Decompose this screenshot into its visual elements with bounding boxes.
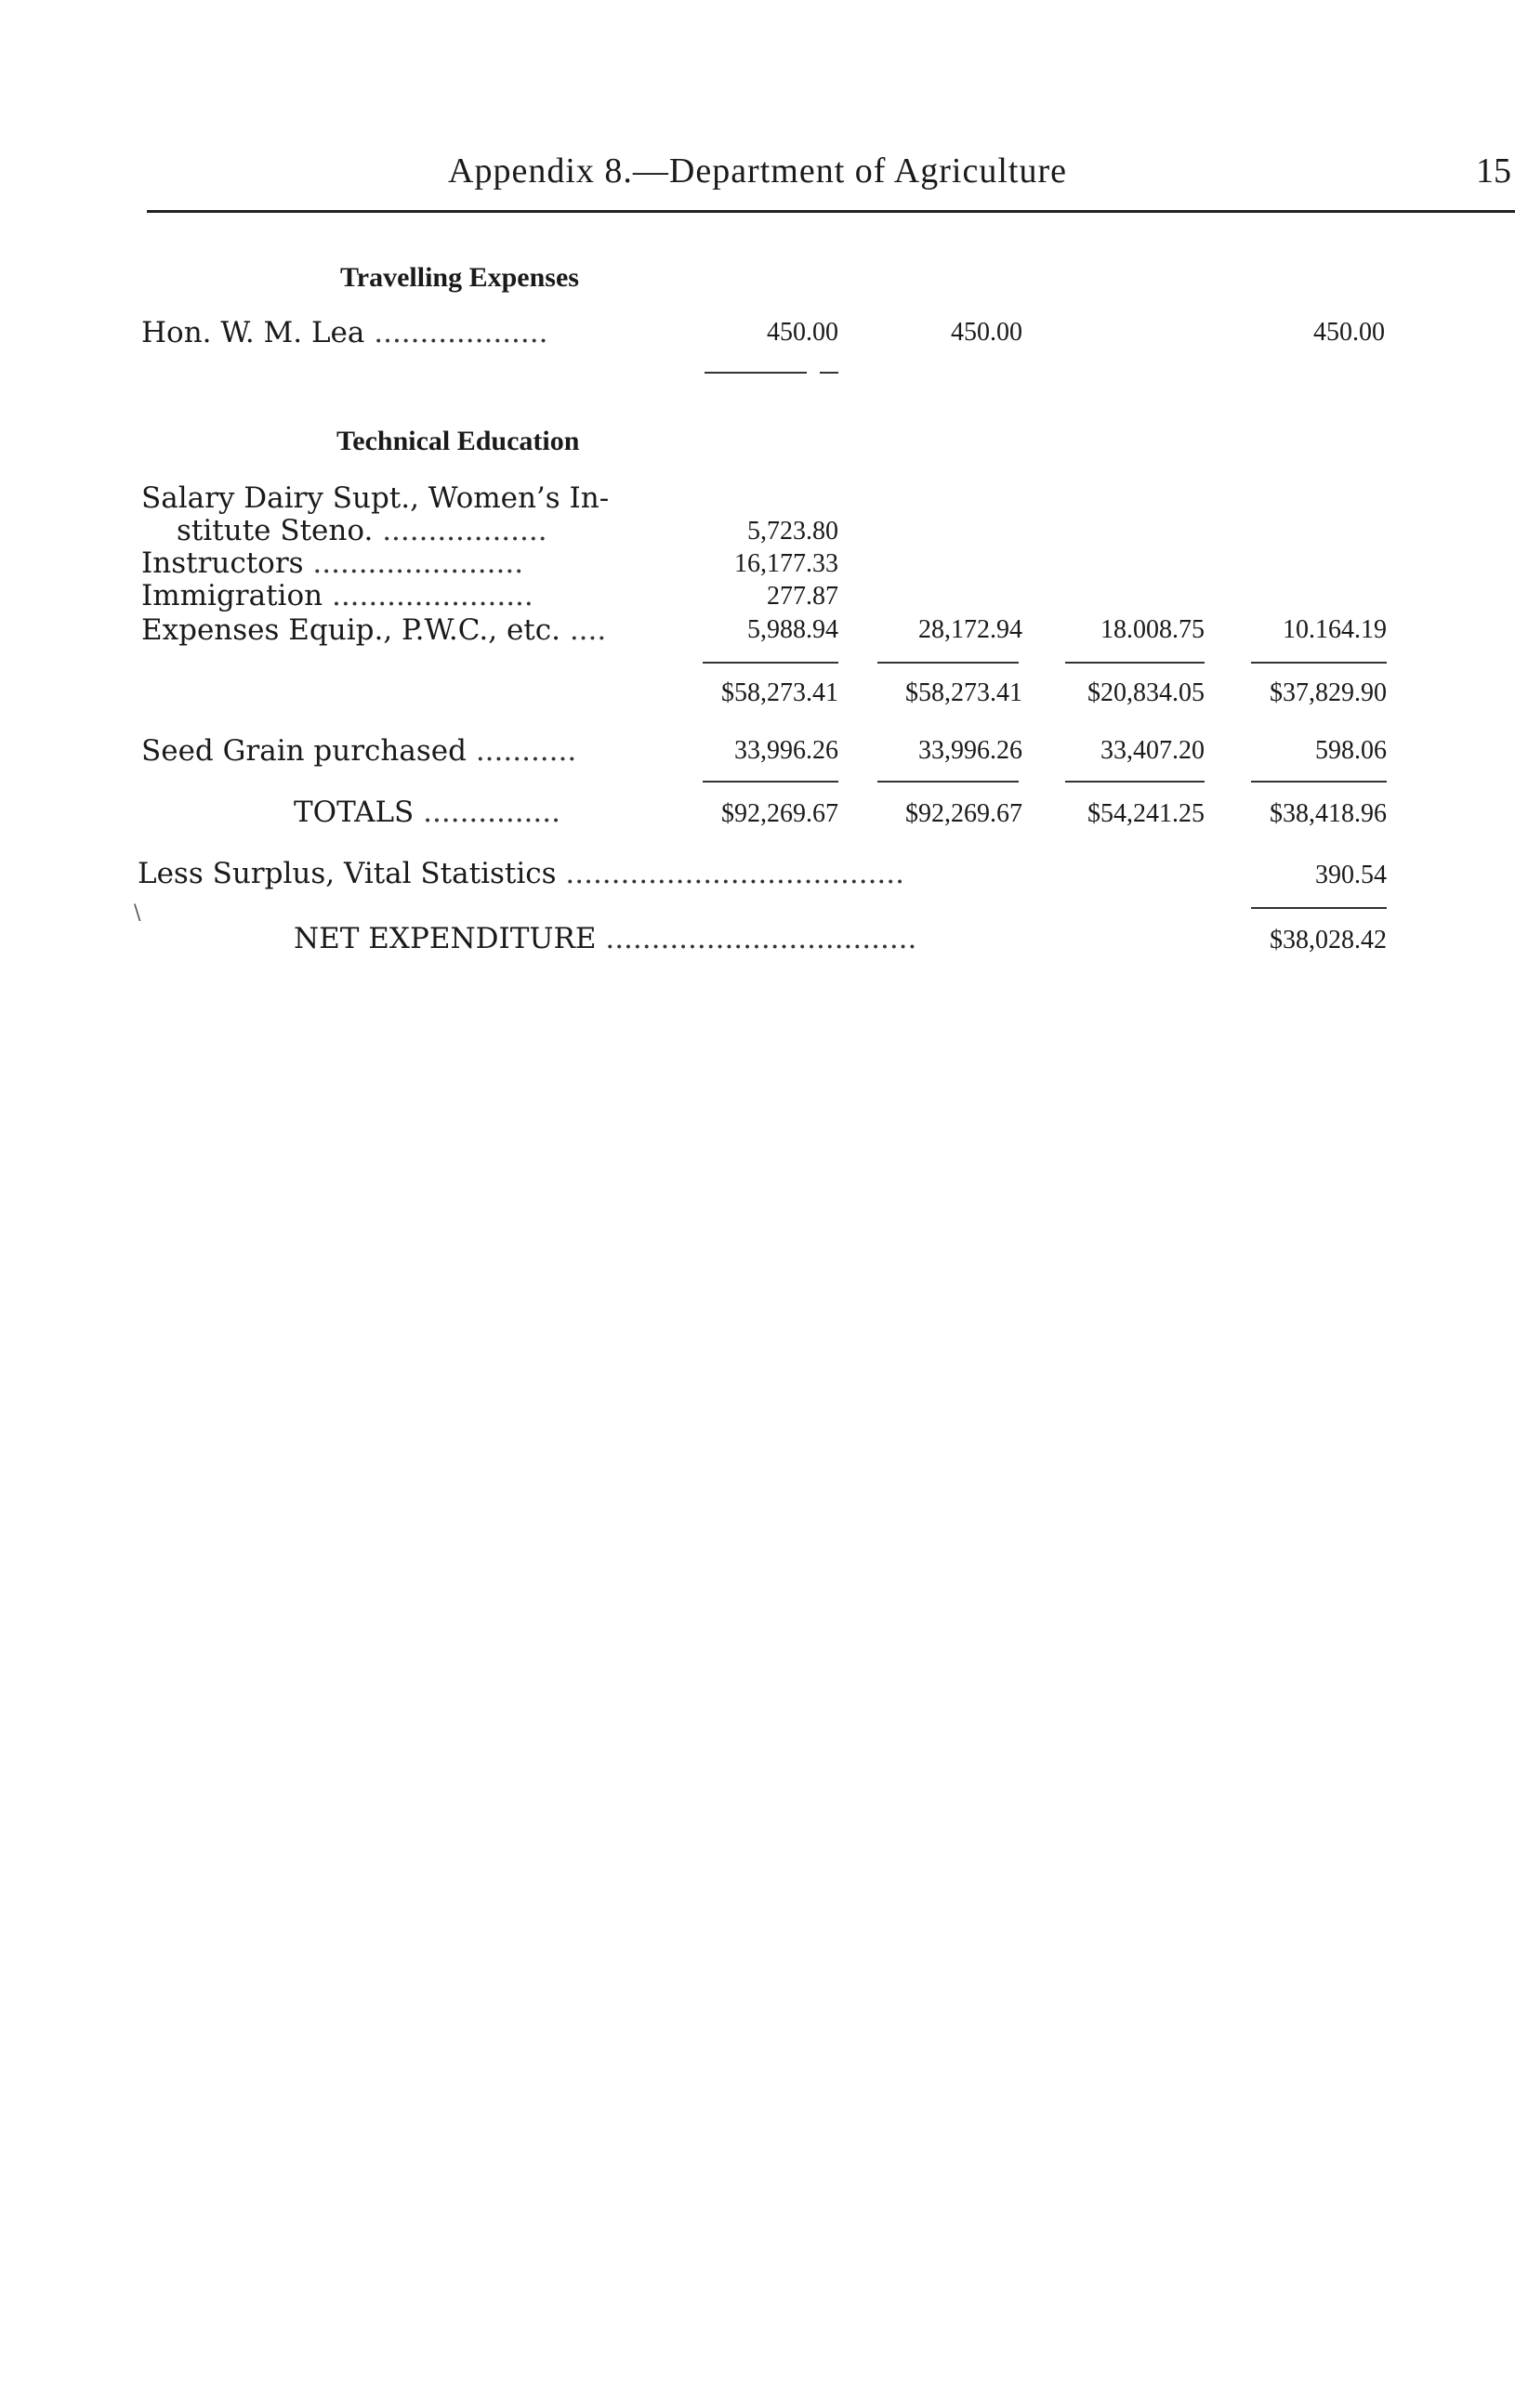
- cell-travel-col1: 450.00: [767, 318, 838, 347]
- rule-sub-col3: [1065, 662, 1205, 664]
- rule-travel-tail: [820, 372, 838, 374]
- row-label-salary: Salary Dairy Supt., Women’s In-: [141, 481, 610, 515]
- cell-totals-col1: $92,269.67: [721, 799, 838, 828]
- row-label-net-expenditure: NET EXPENDITURE ..................................: [294, 922, 917, 955]
- rule-sub-col1: [703, 662, 838, 664]
- cell-expenses-col4: 10.164.19: [1283, 615, 1387, 644]
- cell-steno-col1: 5,723.80: [747, 517, 838, 546]
- row-label-seed-grain: Seed Grain purchased ...........: [141, 734, 577, 768]
- rule-tot-col2: [877, 781, 1019, 783]
- row-label-expenses: Expenses Equip., P.W.C., etc. ....: [141, 613, 607, 647]
- cell-subtotal-col2: $58,273.41: [905, 678, 1022, 707]
- rule-sub-col2: [877, 662, 1019, 664]
- cell-travel-col4: 450.00: [1313, 318, 1385, 347]
- rule-tot-col4: [1251, 781, 1387, 783]
- rule-tot-col3: [1065, 781, 1205, 783]
- cell-expenses-col1: 5,988.94: [747, 615, 838, 644]
- cell-subtotal-col1: $58,273.41: [721, 678, 838, 707]
- cell-expenses-col3: 18.008.75: [1100, 615, 1205, 644]
- cell-expenses-col2: 28,172.94: [918, 615, 1022, 644]
- rule-net: [1251, 907, 1387, 909]
- section-heading-travelling: Travelling Expenses: [340, 262, 579, 293]
- cell-seed-col3: 33,407.20: [1100, 736, 1205, 765]
- cell-instructors-col1: 16,177.33: [734, 549, 838, 578]
- row-label-totals: TOTALS ...............: [294, 796, 560, 829]
- cell-immigration-col1: 277.87: [767, 582, 838, 611]
- cell-totals-col2: $92,269.67: [905, 799, 1022, 828]
- cell-subtotal-col4: $37,829.90: [1270, 678, 1387, 707]
- rule-tot-col1: [703, 781, 838, 783]
- stray-mark: \: [134, 901, 141, 925]
- cell-seed-col2: 33,996.26: [918, 736, 1022, 765]
- row-label-less-surplus: Less Surplus, Vital Statistics .....................................: [138, 857, 904, 890]
- row-label-steno: stitute Steno. ..................: [177, 514, 547, 547]
- header-rule: [147, 210, 1515, 213]
- rule-travel: [705, 372, 807, 374]
- row-label-immigration: Immigration ......................: [141, 579, 534, 612]
- rule-sub-col4: [1251, 662, 1387, 664]
- cell-surplus-col4: 390.54: [1315, 861, 1387, 889]
- section-heading-technical: Technical Education: [336, 426, 580, 456]
- cell-seed-col4: 598.06: [1315, 736, 1387, 765]
- row-label-hon-lea: Hon. W. M. Lea ...................: [141, 316, 548, 349]
- cell-totals-col4: $38,418.96: [1270, 799, 1387, 828]
- page-number: 15: [1476, 151, 1511, 191]
- page-title: Appendix 8.—Department of Agriculture: [448, 151, 1067, 191]
- cell-seed-col1: 33,996.26: [734, 736, 838, 765]
- cell-net-col4: $38,028.42: [1270, 926, 1387, 954]
- row-label-instructors: Instructors .......................: [141, 546, 524, 580]
- cell-totals-col3: $54,241.25: [1087, 799, 1205, 828]
- cell-travel-col2: 450.00: [951, 318, 1022, 347]
- cell-subtotal-col3: $20,834.05: [1087, 678, 1205, 707]
